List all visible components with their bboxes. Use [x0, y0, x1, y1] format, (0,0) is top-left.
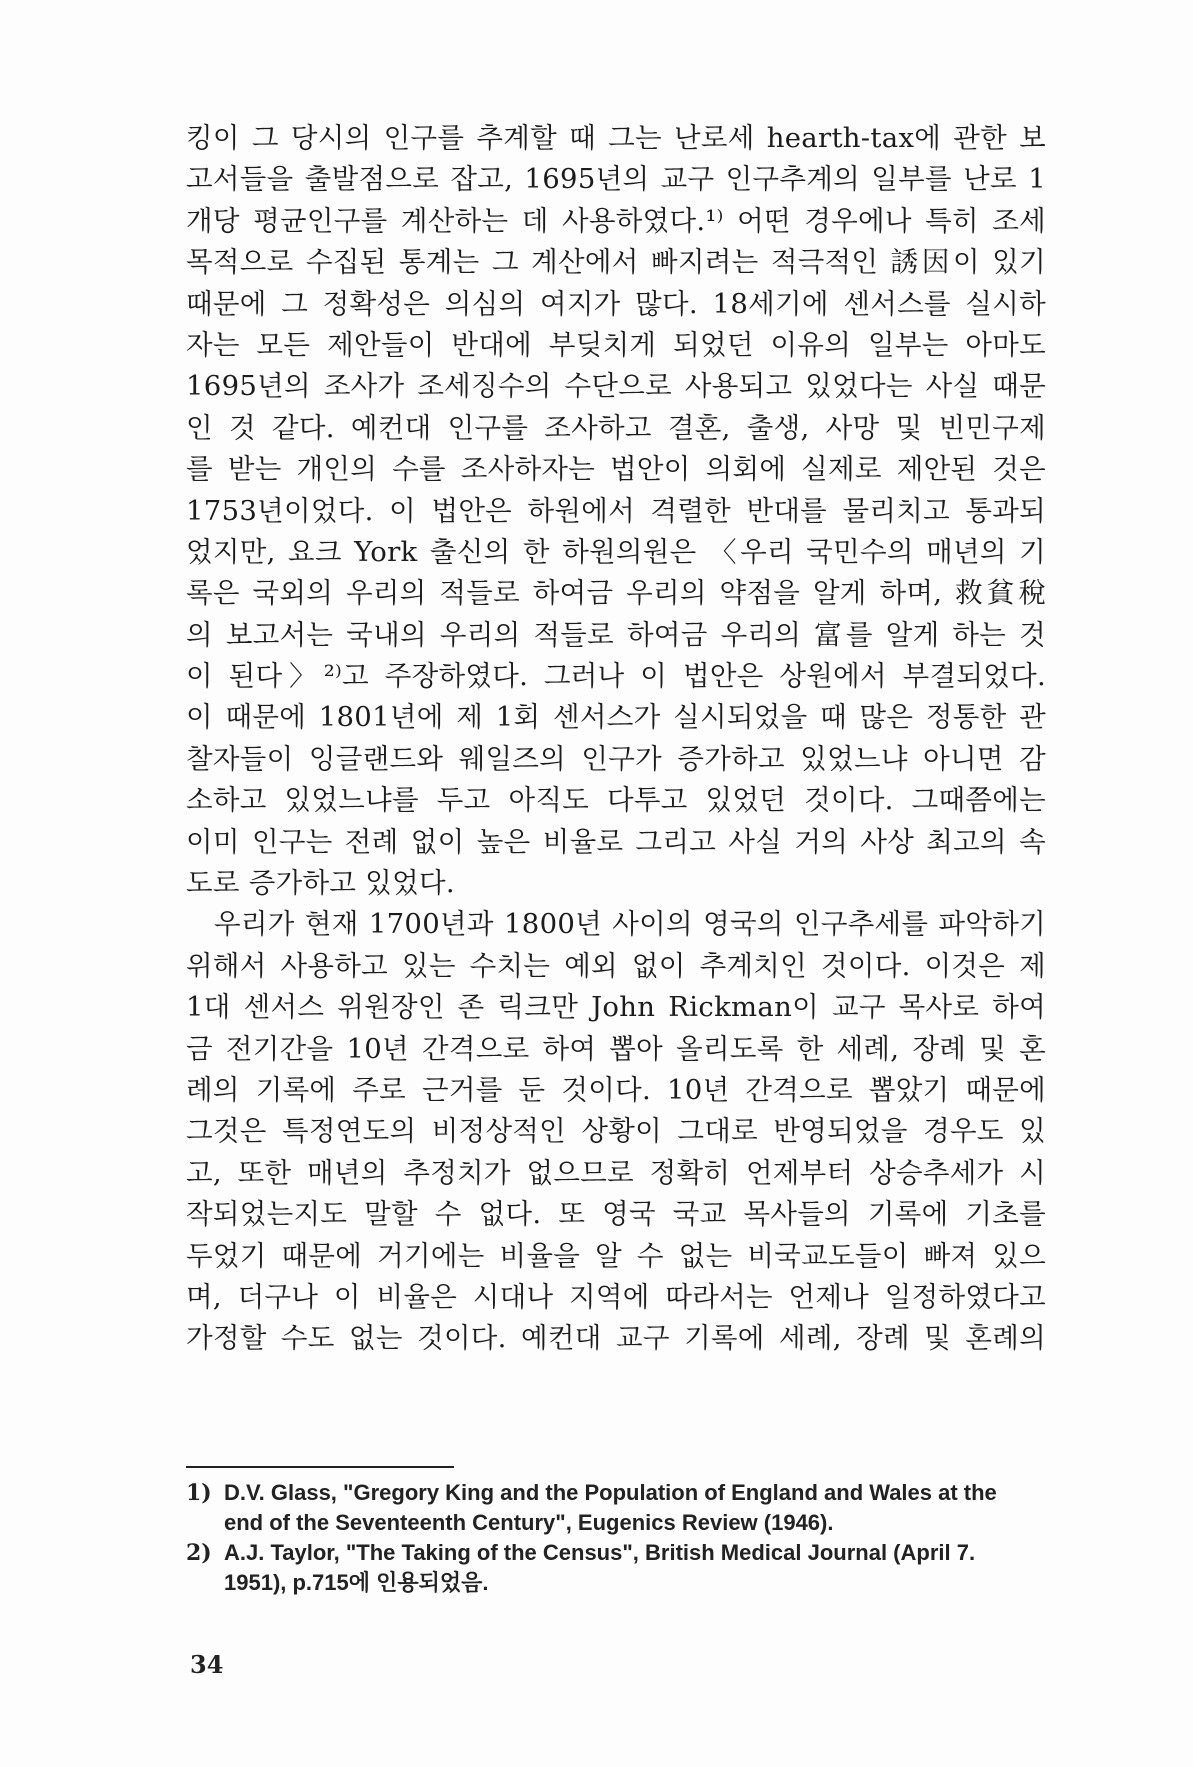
body-line: 목적으로 수집된 통계는 그 계산에서 빠지려는 적극적인 誘因이 있기	[186, 246, 1046, 279]
body-line: 위해서 사용하고 있는 수치는 예외 없이 추계치인 것이다. 이것은 제	[186, 949, 1046, 982]
footnote-text: D.V. Glass, "Gregory King and the Population of England and Wales at the	[224, 1480, 997, 1505]
body-line: 자는 모든 제안들이 반대에 부딪치게 되었던 이유의 일부는 아마도	[186, 328, 1046, 361]
paragraph-end-line: 도로 증가하고 있었다.	[186, 867, 455, 900]
footnote-2	[186, 1538, 1046, 1568]
footnote-text: A.J. Taylor, "The Taking of the Census", British Medical Journal (April 7.	[224, 1540, 976, 1565]
body-line: 의 보고서는 국내의 우리의 적들로 하여금 우리의 富를 알게 하는 것	[186, 618, 1046, 651]
body-line: 이미 인구는 전례 없이 높은 비율로 그리고 사실 거의 사상 최고의 속	[186, 825, 1046, 858]
footnote-2-continuation: 1951), p.715에 인용되었음.	[224, 1570, 489, 1595]
body-text	[186, 118, 1046, 1360]
body-line: 개당 평균인구를 계산하는 데 사용하였다.¹⁾ 어떤 경우에나 특히 조세	[186, 204, 1046, 237]
footnote-number: 2)	[186, 1540, 212, 1566]
body-line: 고서들을 출발점으로 잡고, 1695년의 교구 인구추계의 일부를 난로 1	[186, 163, 1046, 196]
footnote-divider	[186, 1466, 454, 1468]
body-line: 례의 기록에 주로 근거를 둔 것이다. 10년 간격으로 뽑았기 때문에	[186, 1073, 1046, 1106]
page-number: 34	[190, 1650, 224, 1679]
body-line: 고, 또한 매년의 추정치가 없으므로 정확히 언제부터 상승추세가 시	[186, 1156, 1046, 1189]
footnote-1-continuation: end of the Seventeenth Century", Eugenics Review (1946).	[224, 1510, 834, 1535]
body-line: 금 전기간을 10년 간격으로 하여 뽑아 올리도록 한 세례, 장례 및 혼	[186, 1032, 1046, 1065]
body-line: 록은 국외의 우리의 적들로 하여금 우리의 약점을 알게 하며, 救貧稅	[186, 577, 1046, 610]
body-line: 며, 더구나 이 비율은 시대나 지역에 따라서는 언제나 일정하였다고	[186, 1280, 1046, 1313]
body-line: 었지만, 요크 York 출신의 한 하원의원은 〈우리 국민수의 매년의 기	[186, 535, 1046, 568]
body-line: 1695년의 조사가 조세징수의 수단으로 사용되고 있었다는 사실 때문	[186, 370, 1046, 403]
body-line: 1753년이었다. 이 법안은 하원에서 격렬한 반대를 물리치고 통과되	[186, 494, 1046, 527]
body-line: 인 것 같다. 예컨대 인구를 조사하고 결혼, 출생, 사망 및 빈민구제	[186, 411, 1046, 444]
body-line: 두었기 때문에 거기에는 비율을 알 수 없는 비국교도들이 빠져 있으	[186, 1239, 1046, 1272]
footnote-number: 1)	[186, 1480, 212, 1506]
body-line: 가정할 수도 없는 것이다. 예컨대 교구 기록에 세례, 장례 및 혼례의	[186, 1322, 1046, 1355]
footnotes	[186, 1478, 1046, 1598]
footnote-1	[186, 1478, 1046, 1508]
body-line: 찰자들이 잉글랜드와 웨일즈의 인구가 증가하고 있었느냐 아니면 감	[186, 742, 1046, 775]
body-line: 그것은 특정연도의 비정상적인 상황이 그대로 반영되었을 경우도 있	[186, 1115, 1046, 1148]
body-line: 이 때문에 1801년에 제 1회 센서스가 실시되었을 때 많은 정통한 관	[186, 701, 1046, 734]
paragraph-start-line: 우리가 현재 1700년과 1800년 사이의 영국의 인구추세를 파악하기	[214, 908, 1046, 941]
body-line: 작되었는지도 말할 수 없다. 또 영국 국교 목사들의 기록에 기초를	[186, 1198, 1046, 1231]
body-line: 킹이 그 당시의 인구를 추계할 때 그는 난로세 hearth-tax에 관한 보	[186, 122, 1046, 154]
body-line: 소하고 있었느냐를 두고 아직도 다투고 있었던 것이다. 그때쯤에는	[186, 784, 1046, 817]
body-line: 를 받는 개인의 수를 조사하자는 법안이 의회에 실제로 제안된 것은	[186, 453, 1046, 486]
body-line: 이 된다〉²⁾고 주장하였다. 그러나 이 법안은 상원에서 부결되었다.	[186, 660, 1046, 693]
body-line: 때문에 그 정확성은 의심의 여지가 많다. 18세기에 센서스를 실시하	[186, 287, 1046, 320]
body-line: 1대 센서스 위원장인 존 릭크만 John Rickman이 교구 목사로 하여	[186, 991, 1046, 1024]
